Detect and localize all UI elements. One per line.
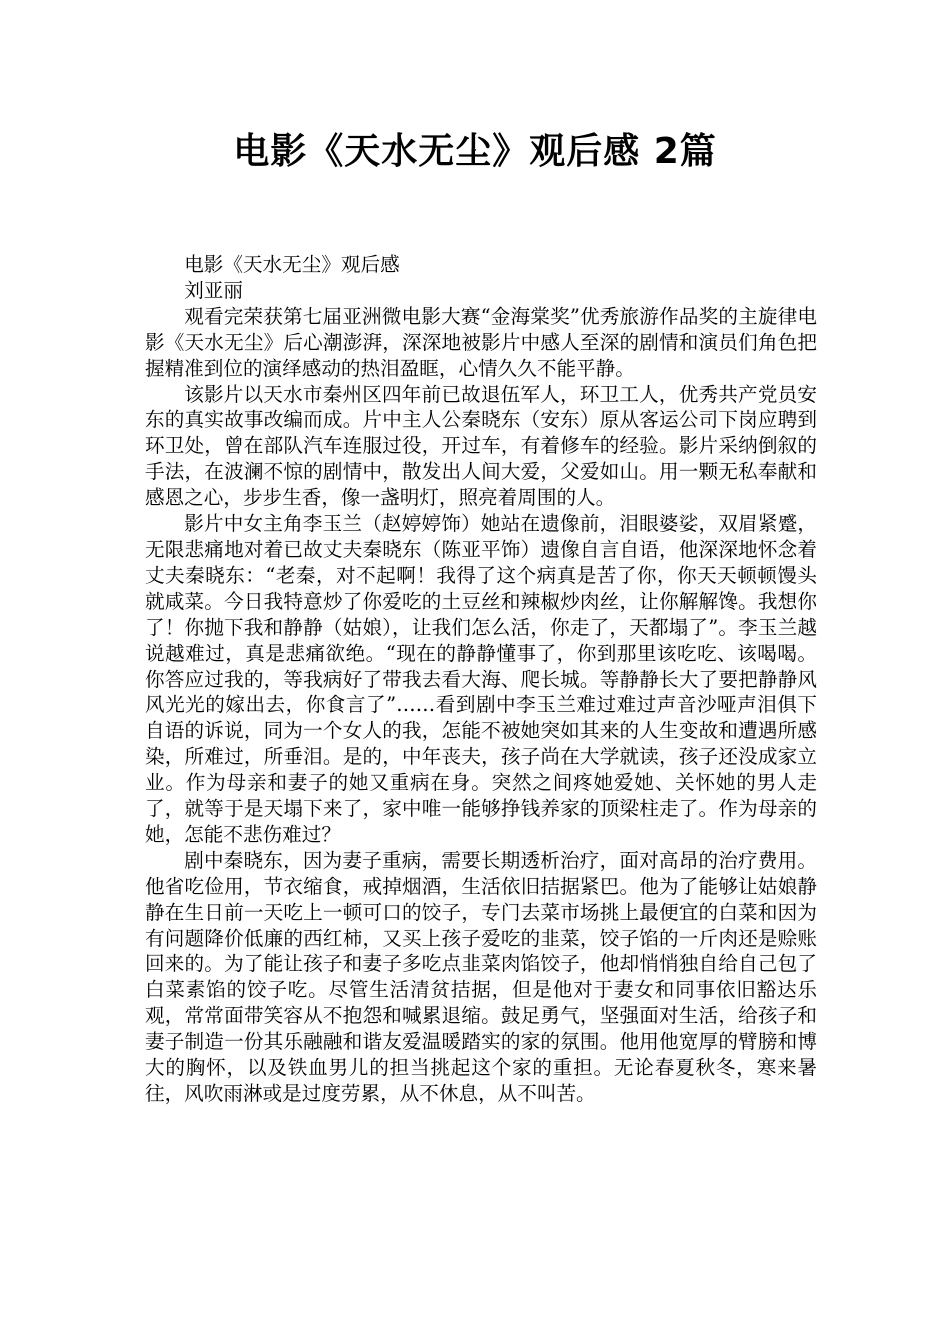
document-title: 电影《天水无尘》观后感 2篇 — [233, 131, 717, 172]
paragraph-1: 观看完荣获第七届亚洲微电影大赛“金海棠奖”优秀旅游作品奖的主旋律电影《天水无尘》后心潮澎湃，深深地被影片中感人至深的剧情和演员们角色把握精准到位的演绎感动的热泪盈眶，心情久久不能平静。 — [145, 304, 817, 380]
subtitle-line: 电影《天水无尘》观后感 — [184, 253, 400, 276]
document-body — [145, 252, 817, 1107]
paragraph-4: 剧中秦晓东，因为妻子重病，需要长期透析治疗，面对高昂的治疗费用。他省吃俭用，节衣缩食，戒掉烟酒，生活依旧拮据紧巴。他为了能够让姑娘静静在生日前一天吃上一顿可口的饺子，专门去菜市场挑上最便宜的白菜和因为有问题降价低廉的西红柿，又买上孩子爱吃的韭菜，饺子馅的一斤肉还是赊账回来的。为了能让孩子和妻子多吃点韭菜肉馅饺子，他却悄悄独自给自己包了白菜素馅的饺子吃。尽管生活清贫拮据，但是他对于妻女和同事依旧豁达乐观，常常面带笑容从不抱怨和喊累退缩。鼓足勇气，坚强面对生活，给孩子和妻子制造一份其乐融融和谐友爱温暖踏实的家的氛围。他用他宽厚的臂膀和博大的胸怀，以及铁血男儿的担当挑起这个家的重担。无论春夏秋冬，寒来暑往，风吹雨淋或是过度劳累，从不休息，从不叫苦。 — [145, 848, 817, 1105]
author-line: 刘亚丽 — [184, 278, 243, 302]
paragraph-2: 该影片以天水市秦州区四年前已故退伍军人，环卫工人，优秀共产党员安东的真实故事改编而成。片中主人公秦晓东（安东）原从客运公司下岗应聘到环卫处，曾在部队汽车连服过役，开过车，有着修车的经验。影片采纳倒叙的手法，在波澜不惊的剧情中，散发出人间大爱，父爱如山。用一颗无私奉献和感恩之心，步步生香，像一盏明灯，照亮着周围的人。 — [145, 382, 817, 510]
paragraph-3: 影片中女主角李玉兰（赵婷婷饰）她站在遗像前，泪眼婆娑，双眉紧蹙，无限悲痛地对着已故丈夫秦晓东（陈亚平饰）遗像自言自语，他深深地怀念着丈夫秦晓东：“老秦，对不起啊！我得了这个病真是苦了你，你天天顿顿馒头就咸菜。今日我特意炒了你爱吃的土豆丝和辣椒炒肉丝，让你解解馋。我想你了！你抛下我和静静（姑娘），让我们怎么活，你走了，天都塌了”。李玉兰越说越难过，真是悲痛欲绝。“现在的静静懂事了，你到那里该吃吃、该喝喝。你答应过我的，等我病好了带我去看大海、爬长城。等静静长大了要把静静风风光光的嫁出去，你食言了”……看到剧中李玉兰难过难过声音沙哑声泪俱下自语的诉说，同为一个女人的我，怎能不被她突如其来的人生变故和遭遇所感染，所难过，所垂泪。是的，中年丧夫，孩子尚在大学就读，孩子还没成家立业。作为母亲和妻子的她又重病在身。突然之间疼她爱她、关怀她的男人走了，就等于是天塌下来了，家中唯一能够挣钱养家的顶梁柱走了。作为母亲的她，怎能不悲伤难过？ — [145, 512, 817, 846]
